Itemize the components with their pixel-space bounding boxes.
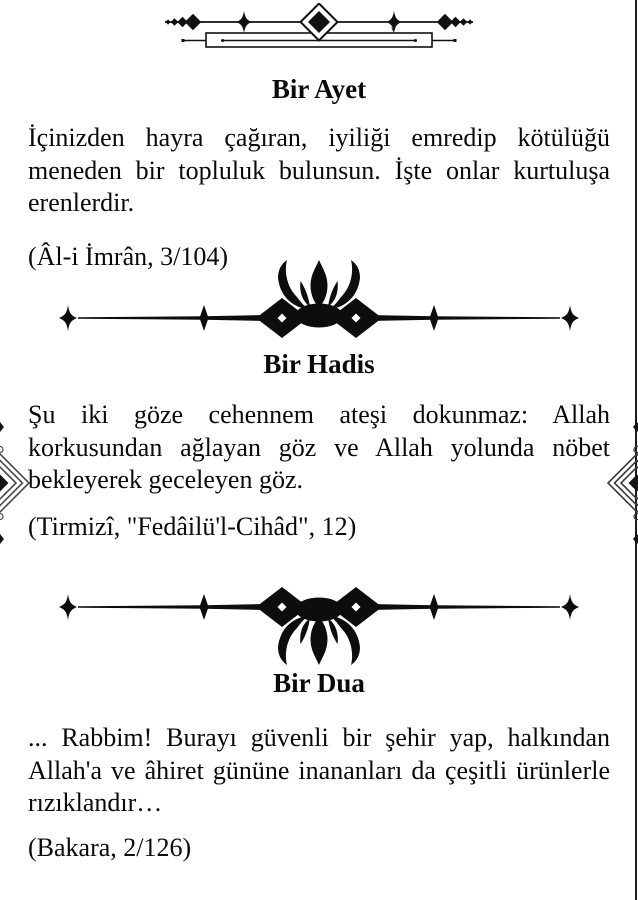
verse-line: Allah'a ve âhiret gününe inananları da çeşitli ürünlerle	[28, 755, 610, 785]
verse-line: rızıklandır…	[28, 788, 163, 817]
crown-flourish-icon	[54, 254, 584, 340]
verse-line: Şu iki göze cehennem ateşi dokunmaz: Allah	[28, 400, 610, 429]
verse-paragraph-hadis	[28, 399, 610, 497]
citation-ayet: (Âl-i İmrân, 3/104)	[28, 242, 229, 271]
verse-line: İçinizden hayra çağıran, iyiliği emredip kötülüğü	[28, 123, 610, 152]
verse-line: ... Rabbim! Burayı güvenli bir şehir yap, halkından	[28, 723, 610, 752]
page-edge-ornament-right	[607, 413, 638, 553]
nested-diamond-icon	[607, 413, 638, 553]
verse-paragraph-ayet	[28, 122, 610, 220]
top-ornament	[161, 3, 477, 53]
section-divider-ornament-1	[54, 254, 584, 340]
diamond-rule-icon	[161, 3, 477, 53]
nested-diamond-icon	[0, 413, 30, 553]
verse-line: meneden bir topluluk bulunsun. İşte onlar kurtuluşa	[28, 155, 610, 185]
verse-line: korkusundan ağlayan göz ve Allah yolunda nöbet	[28, 432, 610, 462]
citation-dua: (Bakara, 2/126)	[28, 833, 192, 862]
section-heading-dua: Bir Dua	[273, 668, 365, 698]
verse-line: bekleyerek geceleyen göz.	[28, 465, 304, 494]
crown-flourish-icon	[54, 585, 584, 671]
section-heading-hadis: Bir Hadis	[263, 349, 375, 379]
section-heading-ayet: Bir Ayet	[271, 74, 367, 104]
page-edge-ornament-left	[0, 413, 30, 553]
section-divider-ornament-2	[54, 585, 584, 671]
citation-hadis: (Tirmizî, "Fedâilü'l-Cihâd", 12)	[28, 512, 357, 541]
verse-line: erenlerdir.	[28, 188, 135, 217]
verse-paragraph-dua	[28, 722, 610, 820]
